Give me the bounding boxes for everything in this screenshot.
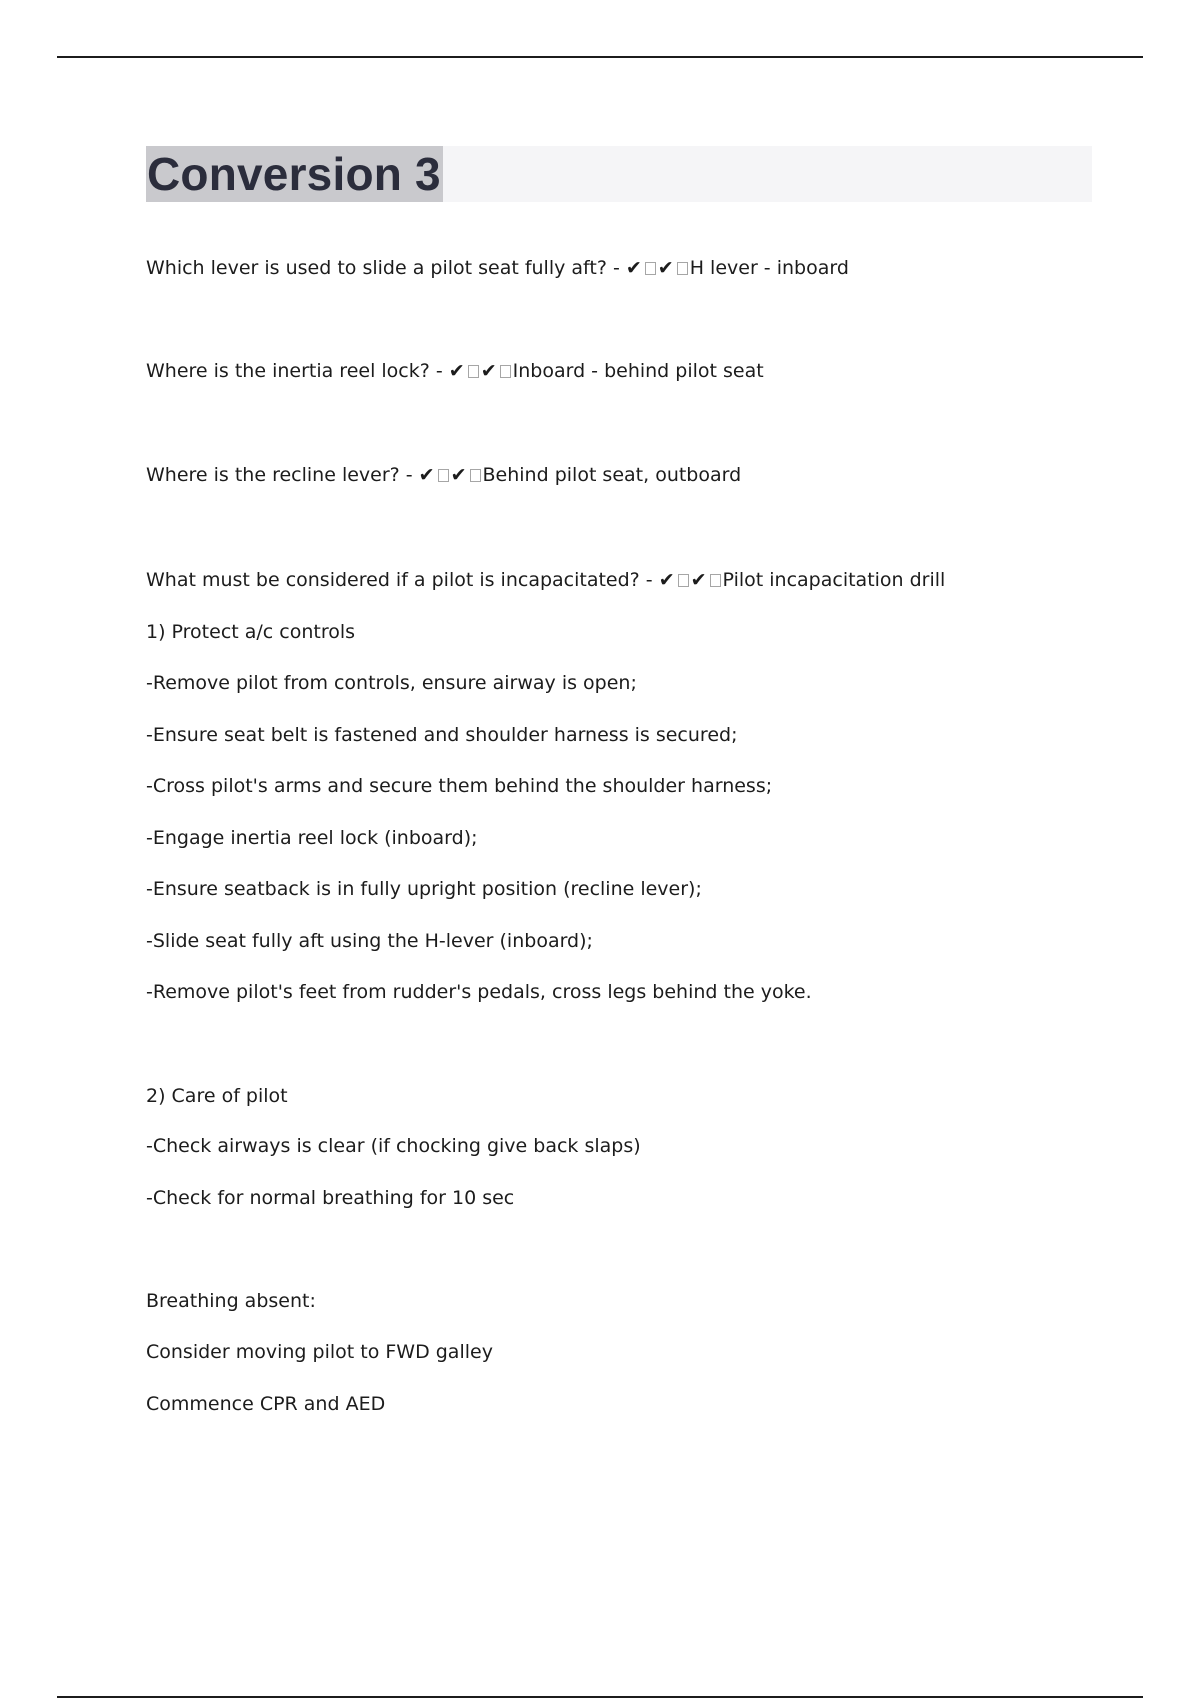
box-icon: [645, 262, 656, 275]
check-icon: ✔: [418, 464, 435, 486]
question-text: Where is the recline lever? -: [146, 464, 419, 486]
top-rule: [57, 56, 1143, 58]
answer-text: Inboard - behind pilot seat: [512, 360, 764, 382]
box-icon: [468, 365, 479, 378]
box-icon: [438, 469, 449, 482]
answer-text: Pilot incapacitation drill: [722, 569, 946, 591]
question-text: What must be considered if a pilot is incapacitated? -: [146, 569, 659, 591]
box-icon: [678, 574, 689, 587]
answer-text: Behind pilot seat, outboard: [482, 464, 742, 486]
question-text: Where is the inertia reel lock? -: [146, 360, 449, 382]
list-item: -Slide seat fully aft using the H-lever (inboard);: [146, 930, 593, 952]
bottom-rule: [57, 1696, 1143, 1698]
list-item: -Ensure seat belt is fastened and shoulder harness is secured;: [146, 724, 738, 746]
qa-item: [146, 463, 741, 487]
list-item: -Remove pilot from controls, ensure airway is open;: [146, 672, 637, 694]
qa-item: [146, 256, 849, 280]
check-icon: ✔: [657, 257, 674, 279]
section-heading: 2) Care of pilot: [146, 1085, 288, 1107]
list-item: -Engage inertia reel lock (inboard);: [146, 827, 478, 849]
question-text: Which lever is used to slide a pilot seat fully aft? -: [146, 257, 626, 279]
list-item: Commence CPR and AED: [146, 1393, 386, 1415]
list-item: -Ensure seatback is in fully upright position (recline lever);: [146, 878, 702, 900]
qa-item: [146, 568, 945, 592]
section-heading: Breathing absent:: [146, 1290, 316, 1312]
box-icon: [677, 262, 688, 275]
box-icon: [470, 469, 481, 482]
box-icon: [500, 365, 511, 378]
check-icon: ✔: [690, 569, 707, 591]
answer-text: H lever - inboard: [689, 257, 849, 279]
qa-item: [146, 359, 764, 383]
check-icon: ✔: [480, 360, 497, 382]
list-item: Consider moving pilot to FWD galley: [146, 1341, 493, 1363]
box-icon: [710, 574, 721, 587]
check-icon: ✔: [625, 257, 642, 279]
check-icon: ✔: [450, 464, 467, 486]
page-title: Conversion 3: [147, 148, 441, 200]
list-item: -Remove pilot's feet from rudder's pedals, cross legs behind the yoke.: [146, 981, 812, 1003]
section-heading: 1) Protect a/c controls: [146, 621, 356, 643]
check-icon: ✔: [448, 360, 465, 382]
list-item: -Check for normal breathing for 10 sec: [146, 1187, 515, 1209]
list-item: -Check airways is clear (if chocking give back slaps): [146, 1135, 641, 1157]
list-item: -Cross pilot's arms and secure them behind the shoulder harness;: [146, 775, 773, 797]
check-icon: ✔: [658, 569, 675, 591]
